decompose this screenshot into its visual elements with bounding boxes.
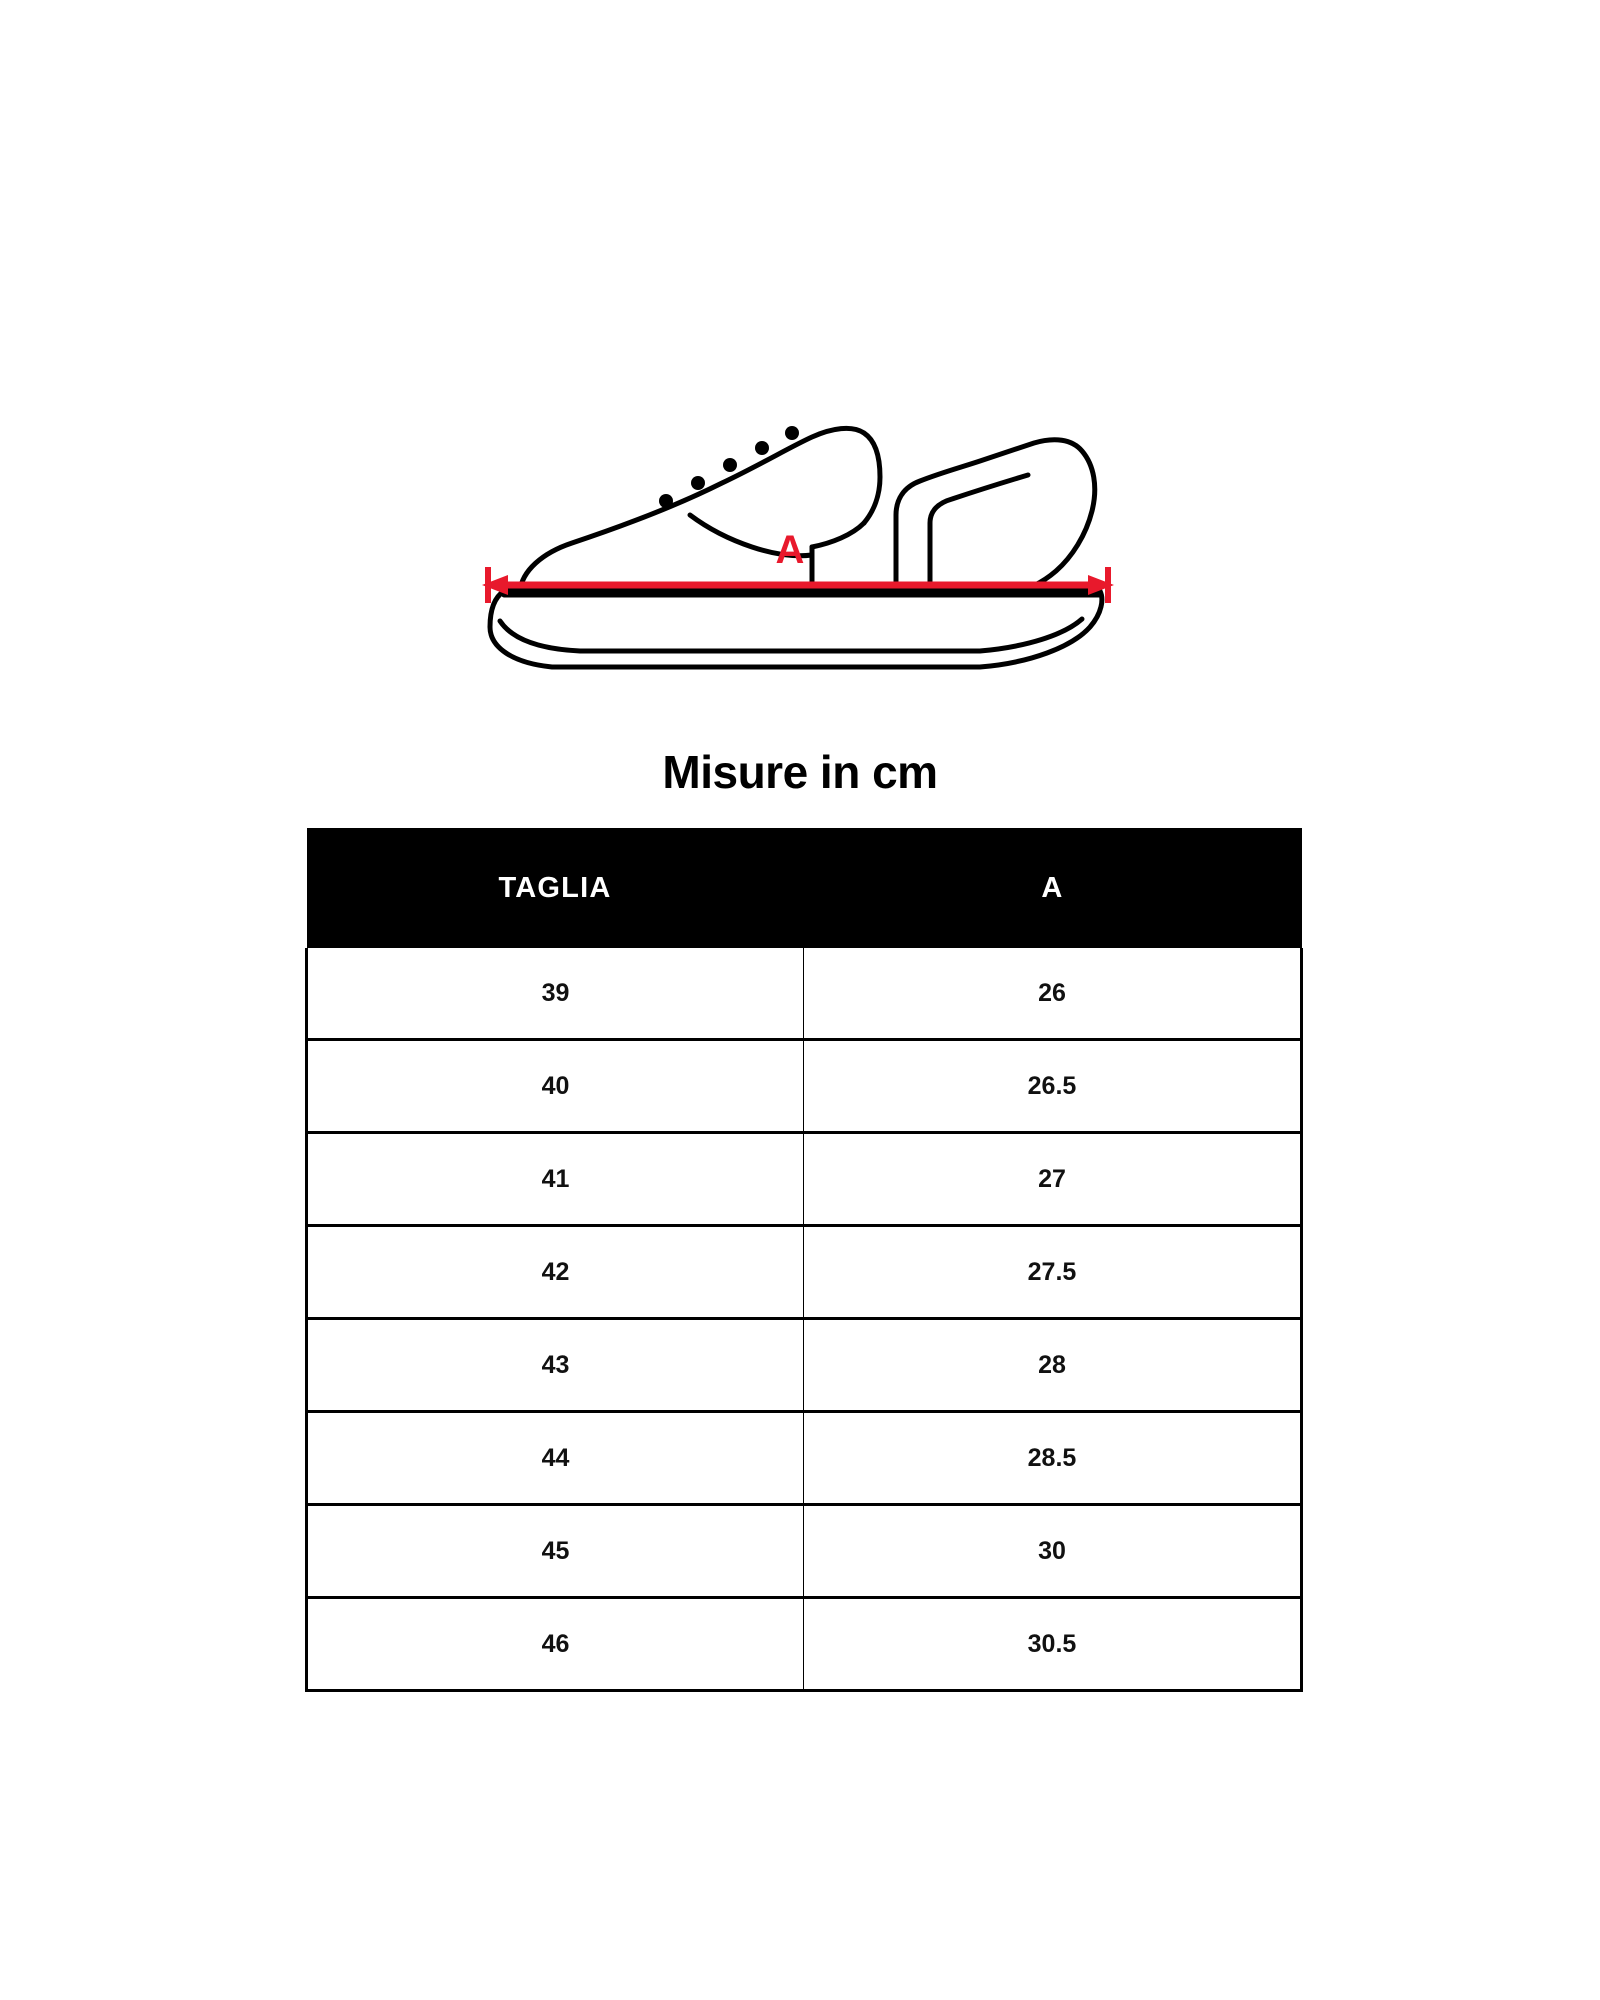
cell-size: 46 [307,1598,804,1691]
size-table [305,828,1303,1692]
shoe-diagram [0,380,1600,700]
column-header-taglia: TAGLIA [307,828,804,948]
cell-size: 39 [307,948,804,1040]
cell-length: 27.5 [804,1226,1302,1319]
cell-size: 42 [307,1226,804,1319]
table-row [307,1598,1302,1691]
table-row [307,948,1302,1040]
column-header-a: A [804,828,1302,948]
table-row [307,1040,1302,1133]
cell-length: 27 [804,1133,1302,1226]
cell-size: 43 [307,1319,804,1412]
table-row [307,1412,1302,1505]
cell-size: 40 [307,1040,804,1133]
table-row [307,1133,1302,1226]
table-row [307,1505,1302,1598]
cell-length: 26.5 [804,1040,1302,1133]
page-title: Misure in cm [662,746,938,798]
cell-length: 28 [804,1319,1302,1412]
cell-length: 30.5 [804,1598,1302,1691]
cell-length: 30 [804,1505,1302,1598]
cell-size: 44 [307,1412,804,1505]
measure-label-a: A [775,528,805,572]
table-row [307,1226,1302,1319]
cell-length: 28.5 [804,1412,1302,1505]
measurement-arrow [482,567,1114,603]
cell-size: 41 [307,1133,804,1226]
eyelets [659,426,799,508]
table-row [307,1319,1302,1412]
cell-size: 45 [307,1505,804,1598]
table-header-row [307,828,1302,948]
cell-length: 26 [804,948,1302,1040]
shoe-illustration [460,395,1140,685]
